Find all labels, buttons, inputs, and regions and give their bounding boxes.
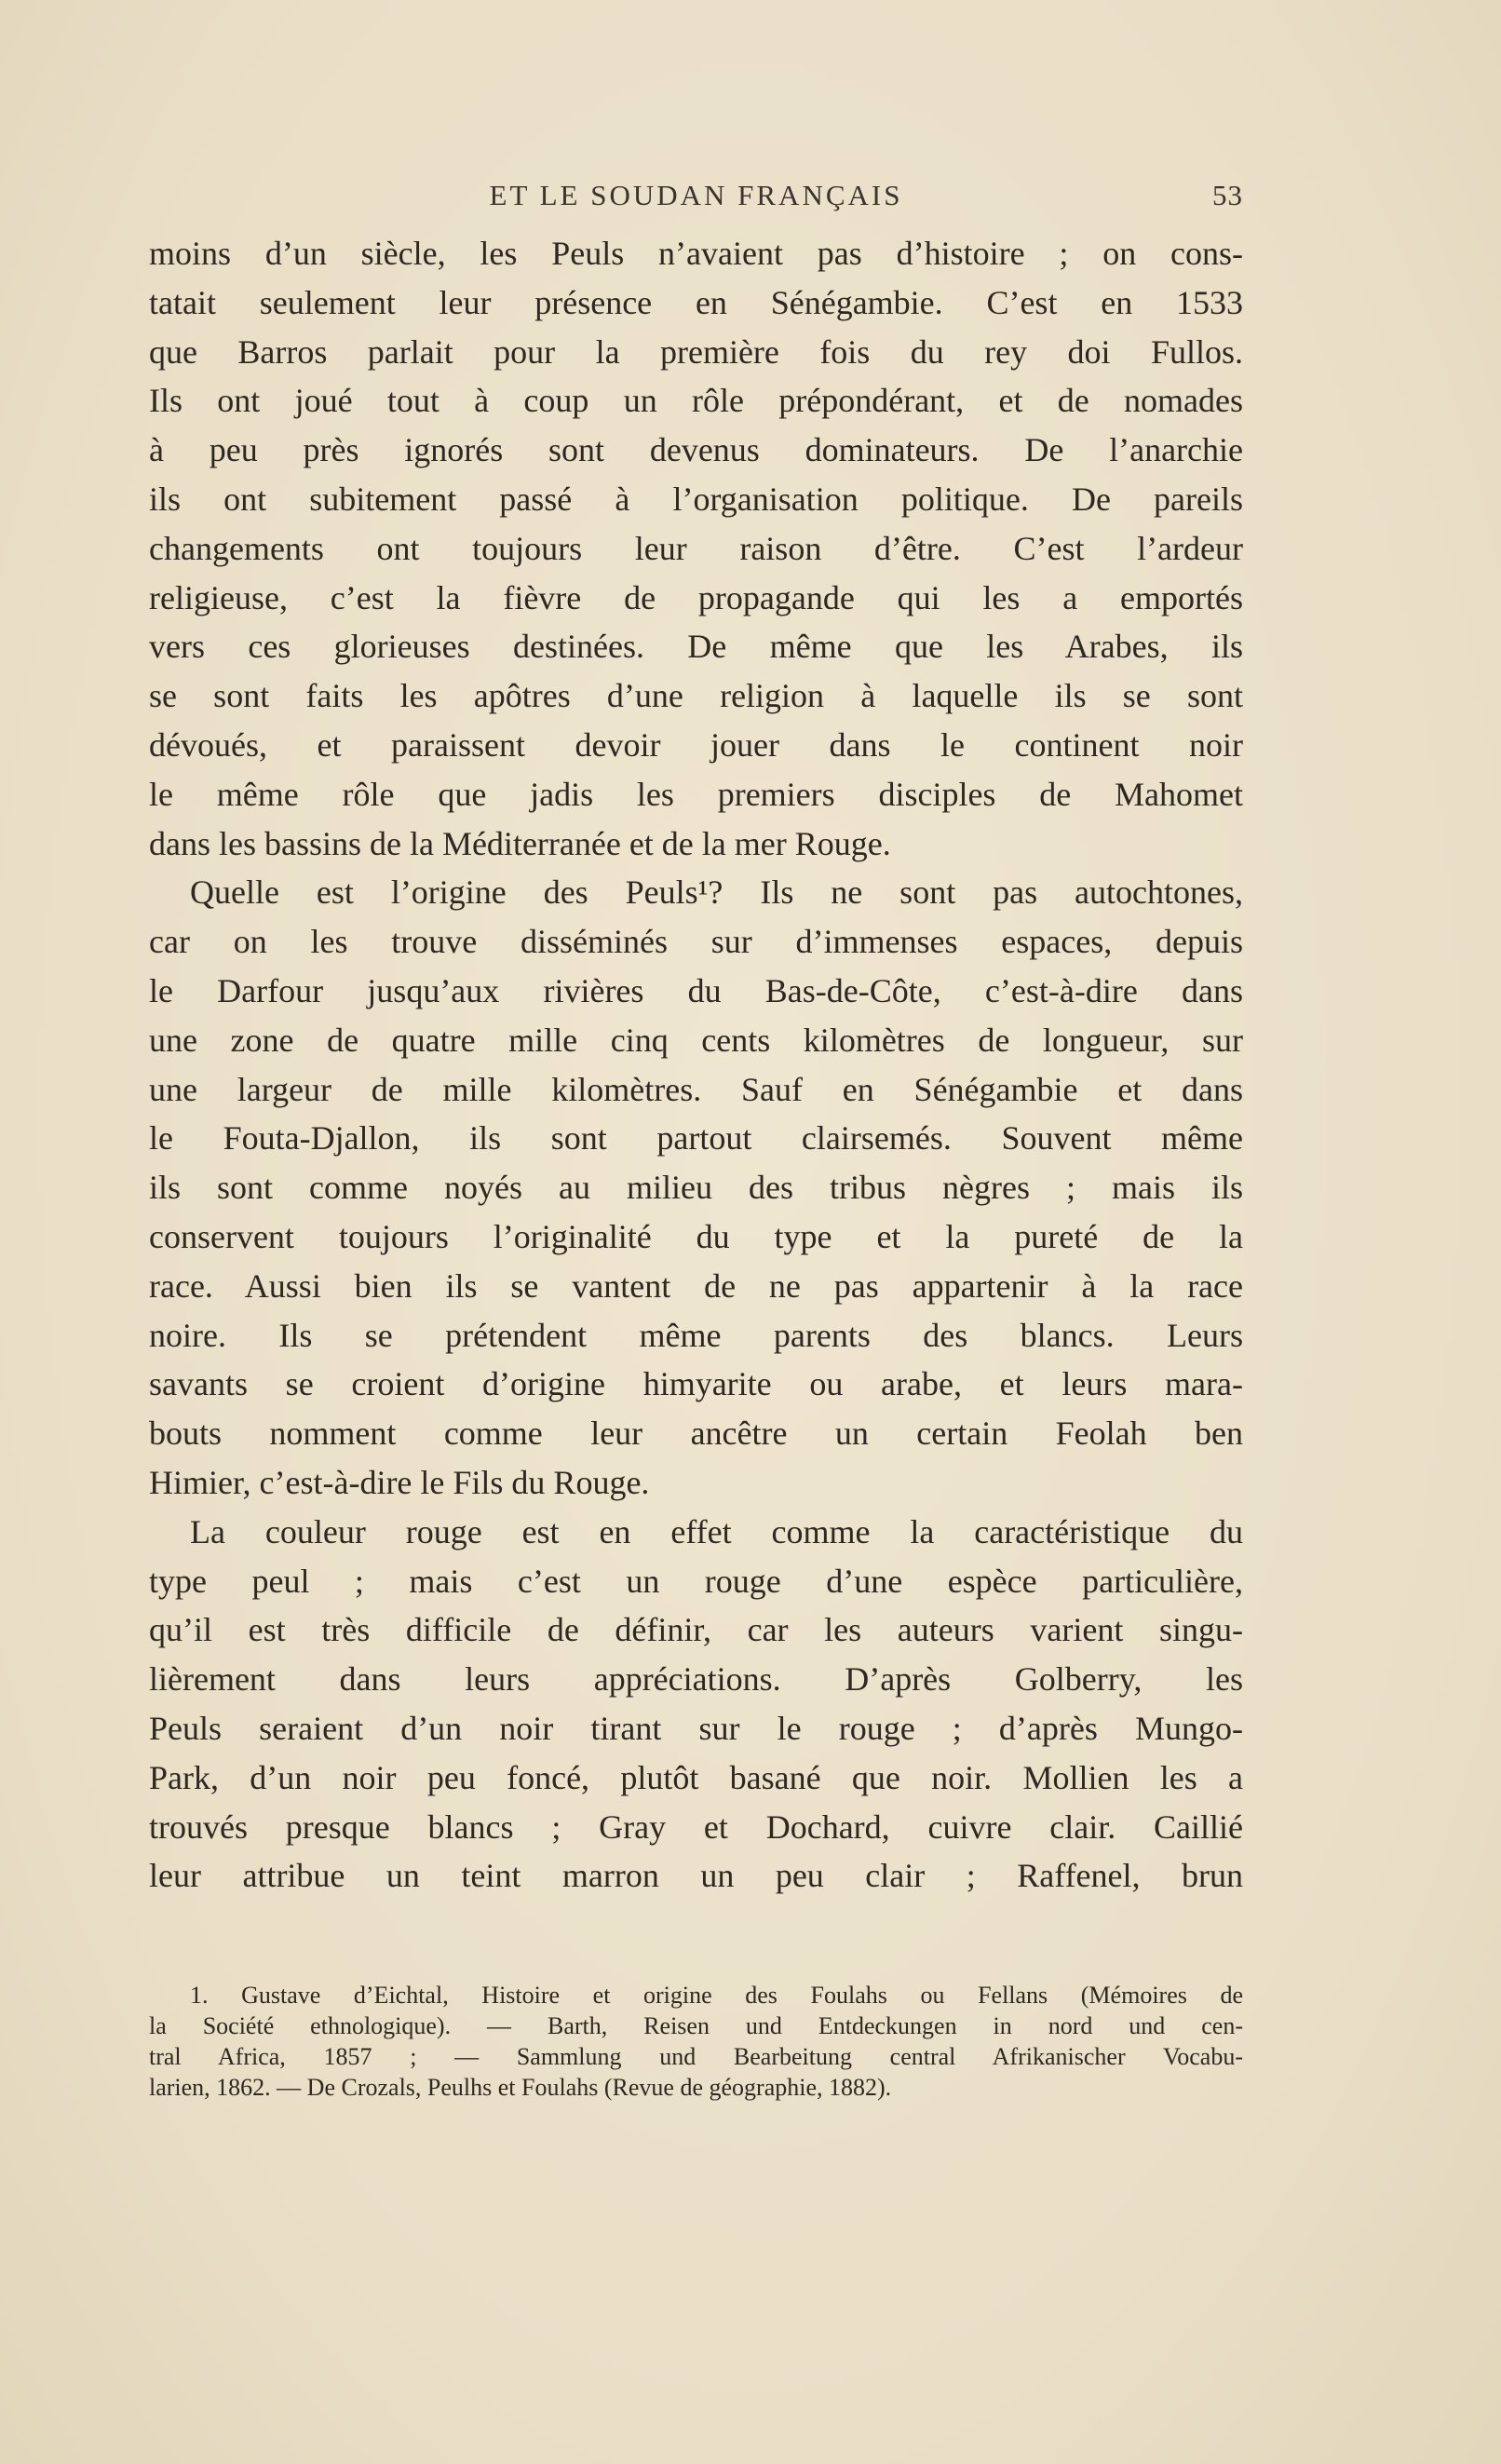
page-number: 53 bbox=[1212, 179, 1243, 211]
text-line: le Fouta-Djallon, ils sont partout clairsemés. Souvent même bbox=[149, 1119, 1243, 1158]
footnote-line: la Société ethnologique). — Barth, Reisen und Entdeckungen in nord und cen- bbox=[149, 2012, 1243, 2039]
text-line: se sont faits les apôtres d’une religion à laquelle ils se sont bbox=[149, 677, 1243, 715]
text-line: La couleur rouge est en effet comme la caractéristique du bbox=[190, 1512, 1243, 1550]
text-line: Park, d’un noir peu foncé, plutôt basané que noir. Mollien les a bbox=[149, 1758, 1243, 1796]
text-line: Quelle est l’origine des Peuls¹? Ils ne sont pas autochtones, bbox=[190, 873, 1243, 912]
page-header bbox=[149, 179, 1243, 216]
text-line: lièrement dans leurs appréciations. D’après Golberry, les bbox=[149, 1660, 1243, 1699]
text-line: une largeur de mille kilomètres. Sauf en Sénégambie et dans bbox=[149, 1070, 1243, 1108]
footnote-line: larien, 1862. — De Crozals, Peulhs et Foulahs (Revue de géographie, 1882). bbox=[149, 2074, 892, 2101]
text-line: Himier, c’est-à-dire le Fils du Rouge. bbox=[149, 1463, 650, 1501]
text-line: Ils ont joué tout à coup un rôle prépondérant, et de nomades bbox=[149, 382, 1243, 420]
text-line: changements ont toujours leur raison d’être. C’est l’ardeur bbox=[149, 529, 1243, 567]
text-line: moins d’un siècle, les Peuls n’avaient pas d’histoire ; on cons- bbox=[149, 235, 1243, 272]
text-line: conservent toujours l’originalité du type et la pureté de la bbox=[149, 1217, 1243, 1255]
text-line: à peu près ignorés sont devenus dominateurs. De l’anarchie bbox=[149, 431, 1243, 469]
text-line: bouts nomment comme leur ancêtre un certain Feolah ben bbox=[149, 1415, 1243, 1453]
body-text bbox=[149, 229, 1243, 1901]
text-line: qu’il est très difficile de définir, car les auteurs varient singu- bbox=[149, 1611, 1243, 1649]
text-line: dévoués, et paraissent devoir jouer dans le continent noir bbox=[149, 725, 1243, 764]
text-line: type peul ; mais c’est un rouge d’une espèce particulière, bbox=[149, 1562, 1243, 1600]
text-line: car on les trouve disséminés sur d’immenses espaces, depuis bbox=[149, 923, 1243, 961]
running-title: ET LE SOUDAN FRANÇAIS bbox=[489, 179, 903, 211]
text-line: le Darfour jusqu’aux rivières du Bas-de-Côte, c’est-à-dire dans bbox=[149, 971, 1243, 1009]
footnotes bbox=[149, 1980, 1243, 2103]
text-line: tatait seulement leur présence en Sénégambie. C’est en 1533 bbox=[149, 283, 1243, 321]
text-line: Peuls seraient d’un noir tirant sur le rouge ; d’après Mungo- bbox=[149, 1709, 1243, 1747]
text-line: ils sont comme noyés au milieu des tribus nègres ; mais ils bbox=[149, 1169, 1243, 1207]
text-line: vers ces glorieuses destinées. De même que les Arabes, ils bbox=[149, 628, 1243, 666]
text-line: ils ont subitement passé à l’organisation politique. De pareils bbox=[149, 480, 1243, 518]
text-line: savants se croient d’origine himyarite ou arabe, et leurs mara- bbox=[149, 1365, 1243, 1403]
text-line: religieuse, c’est la fièvre de propagande qui les a emportés bbox=[149, 578, 1243, 616]
text-line: le même rôle que jadis les premiers disciples de Mahomet bbox=[149, 775, 1243, 813]
text-line: race. Aussi bien ils se vantent de ne pas appartenir à la race bbox=[149, 1266, 1243, 1305]
text-line: que Barros parlait pour la première fois du rey doi Fullos. bbox=[149, 332, 1243, 371]
text-line: une zone de quatre mille cinq cents kilomètres de longueur, sur bbox=[149, 1021, 1243, 1059]
text-line: dans les bassins de la Méditerranée et de la mer Rouge. bbox=[149, 824, 891, 862]
text-line: noire. Ils se prétendent même parents des blancs. Leurs bbox=[149, 1316, 1243, 1354]
text-line: leur attribue un teint marron un peu clair ; Raffenel, brun bbox=[149, 1857, 1243, 1895]
footnote-line: 1. Gustave d’Eichtal, Histoire et origine des Foulahs ou Fellans (Mémoires de bbox=[190, 1982, 1243, 2009]
footnote-line: tral Africa, 1857 ; — Sammlung und Bearbeitung central Afrikanischer Vocabu- bbox=[149, 2043, 1243, 2070]
text-line: trouvés presque blancs ; Gray et Dochard, cuivre clair. Caillié bbox=[149, 1807, 1243, 1846]
